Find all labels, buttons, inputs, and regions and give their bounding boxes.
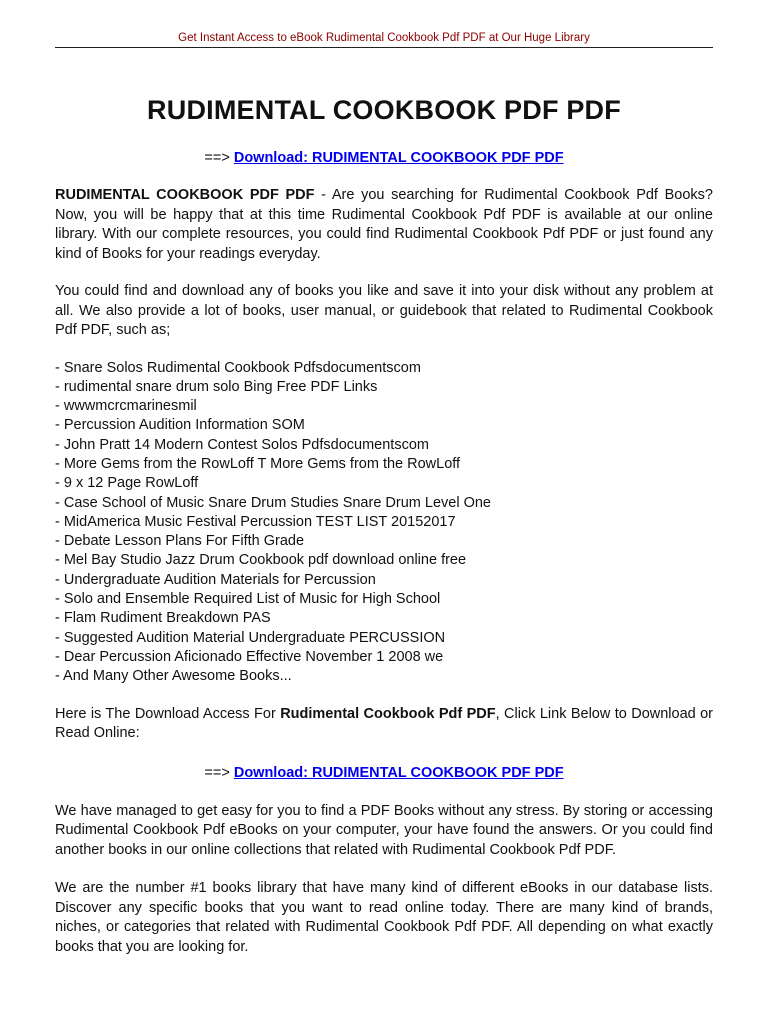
- page-title: RUDIMENTAL COOKBOOK PDF PDF: [147, 95, 621, 125]
- header-banner: [55, 0, 713, 47]
- paragraph-books-offer: You could find and download any of books you like and save it into your disk without any problem at all. We also provide a lot of books, user manual, or guidebook that related to Rudimental Cookbook Pdf PDF, such as;: [55, 283, 713, 338]
- list-item: - Solo and Ensemble Required List of Music for High School: [55, 591, 441, 608]
- list-item: - Debate Lesson Plans For Fifth Grade: [55, 533, 305, 550]
- list-item: - Mel Bay Studio Jazz Drum Cookbook pdf download online free: [55, 552, 467, 569]
- paragraph-library: We are the number #1 books library that have many kind of different eBooks in our database lists. Discover any specific books that you want to read online today. There are many kind of brands, niches, or categories that related with Rudimental Cookbook Pdf PDF. All depending on what exactly books that you are looking for.: [55, 880, 713, 955]
- list-item: - And Many Other Awesome Books...: [55, 668, 292, 685]
- download-arrow: ==>: [204, 150, 230, 166]
- intro-bold-lead: RUDIMENTAL COOKBOOK PDF PDF: [55, 187, 315, 203]
- download-link-top[interactable]: Download: RUDIMENTAL COOKBOOK PDF PDF: [233, 150, 564, 166]
- access-bold: Rudimental Cookbook Pdf PDF: [280, 705, 496, 722]
- list-item: - John Pratt 14 Modern Contest Solos Pdfsdocumentscom: [55, 436, 429, 453]
- list-item: - rudimental snare drum solo Bing Free PDF Links: [55, 378, 378, 395]
- list-item: - Flam Rudiment Breakdown PAS: [55, 610, 271, 627]
- download-link-bottom[interactable]: Download: RUDIMENTAL COOKBOOK PDF PDF: [233, 764, 564, 781]
- download-arrow: ==>: [204, 764, 230, 781]
- download-line-top: [55, 149, 713, 168]
- download-line-bottom: [55, 764, 713, 783]
- list-item: - wwwmcrcmarinesmil: [55, 398, 197, 415]
- header-divider: [55, 47, 713, 48]
- list-item: - Dear Percussion Aficionado Effective November 1 2008 we: [55, 648, 444, 665]
- access-text-after: , Click Link Below to Download or Read Online:: [55, 705, 714, 742]
- intro-text: - Are you searching for Rudimental Cookbook Pdf Books? Now, you will be happy that at this time Rudimental Cookbook Pdf PDF is available at our online library. With our complete resources, you could find Rudimental Cookbook Pdf PDF or just found any kind of Books for your readings everyday.: [55, 187, 713, 262]
- list-item: - Suggested Audition Material Undergraduate PERCUSSION: [55, 629, 446, 646]
- header-banner-text: Get Instant Access to eBook Rudimental Cookbook Pdf PDF at Our Huge Library: [178, 32, 590, 44]
- list-item: - Percussion Audition Information SOM: [55, 417, 305, 434]
- list-item: - Case School of Music Snare Drum Studies Snare Drum Level One: [55, 494, 491, 511]
- list-item: - MidAmerica Music Festival Percussion TEST LIST 20152017: [55, 513, 456, 530]
- list-item: - Snare Solos Rudimental Cookbook Pdfsdocumentscom: [55, 359, 421, 376]
- intro-paragraph: [55, 186, 713, 264]
- list-item: - 9 x 12 Page RowLoff: [55, 475, 199, 492]
- paragraph-managed: We have managed to get easy for you to find a PDF Books without any stress. By storing or accessing Rudimental Cookbook Pdf eBooks on your computer, your have found the answers. Or you could find another books in our online collections that related with Rudimental Cookbook Pdf PDF.: [55, 802, 713, 858]
- list-item: - More Gems from the RowLoff T More Gems from the RowLoff: [55, 455, 461, 472]
- related-books-list: [55, 359, 713, 687]
- access-paragraph: [55, 705, 713, 744]
- list-item: - Undergraduate Audition Materials for Percussion: [55, 571, 376, 588]
- access-text-before: Here is The Download Access For: [55, 705, 281, 722]
